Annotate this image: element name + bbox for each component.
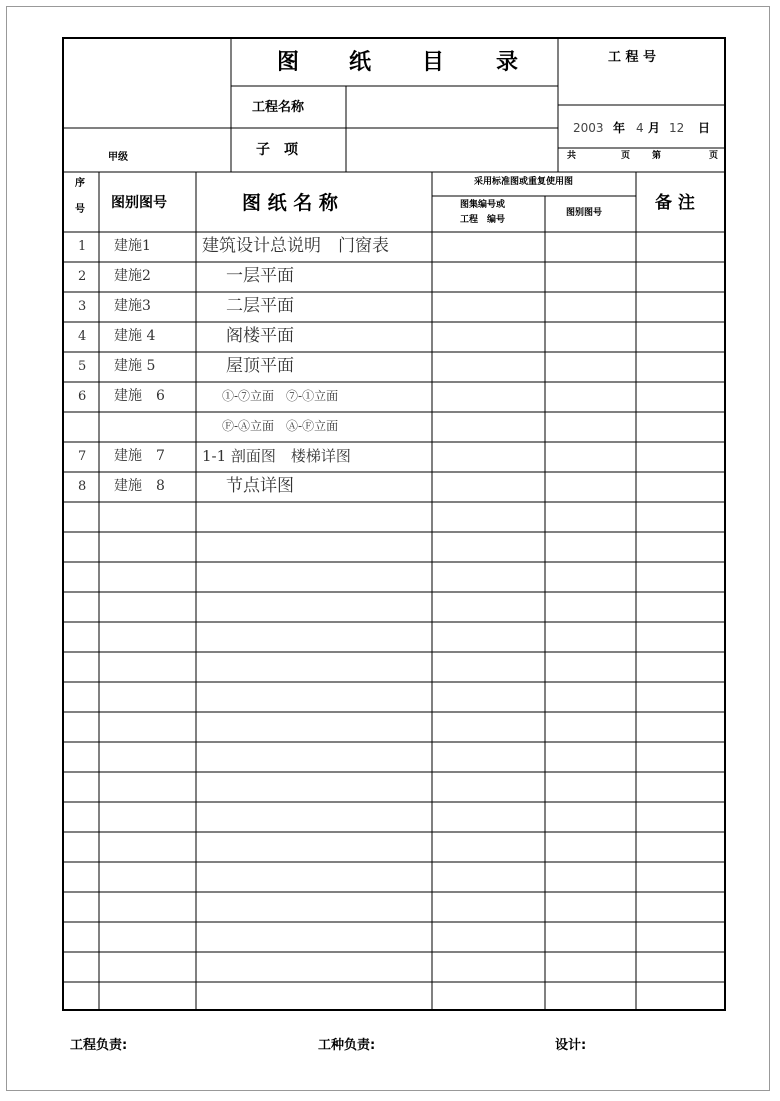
row-drawing-name: 阁楼平面 xyxy=(226,325,294,346)
row-seq: 4 xyxy=(78,328,87,344)
row-drawing-name: 屋顶平面 xyxy=(226,355,294,376)
row-drawing-name: 二层平面 xyxy=(226,295,294,316)
row-seq: 5 xyxy=(78,358,87,374)
sub-item-label: 子 项 xyxy=(256,142,298,158)
row-drawing-code: 建施 7 xyxy=(114,448,165,464)
grade-label: 甲级 xyxy=(108,152,128,163)
pages-unit-1: 页 xyxy=(621,151,631,161)
project-number-label: 工 程 号 xyxy=(608,50,657,65)
row-drawing-name: 节点详图 xyxy=(226,475,294,496)
table-grid xyxy=(64,39,724,1009)
col-std-drawing-no: 图别图号 xyxy=(566,208,603,218)
date-year-unit: 年 xyxy=(613,121,626,135)
title-char-2: 纸 xyxy=(349,50,372,75)
row-drawing-code: 建施 8 xyxy=(114,478,165,494)
date-month-unit: 月 xyxy=(648,121,661,135)
pages-current-label: 第 xyxy=(652,151,662,161)
col-drawing-name: 图 纸 名 称 xyxy=(242,192,338,214)
row-seq: 6 xyxy=(78,388,87,404)
footer-project-lead: 工程负责: xyxy=(70,1038,128,1053)
date-year: 2003 xyxy=(573,121,604,135)
col-atlas-no-2: 工程 编号 xyxy=(460,215,506,225)
row-drawing-code: 建施3 xyxy=(114,298,151,314)
row-drawing-name: 建筑设计总说明 门窗表 xyxy=(202,235,389,256)
row-drawing-name: 一层平面 xyxy=(226,265,294,286)
col-standard-group: 采用标准图或重复使用图 xyxy=(474,177,574,187)
pages-total-label: 共 xyxy=(567,151,577,161)
row-drawing-name: 1-1 剖面图 楼梯详图 xyxy=(202,446,351,465)
row-seq: 8 xyxy=(78,478,87,494)
row-drawing-code: 建施 4 xyxy=(114,328,156,344)
date-day-unit: 日 xyxy=(698,121,711,135)
row-drawing-code: 建施 6 xyxy=(114,388,165,404)
col-drawing-no: 图别图号 xyxy=(111,195,167,211)
title-char-1: 图 xyxy=(277,50,300,75)
row-drawing-name: Ⓕ-Ⓐ立面 Ⓐ-Ⓕ立面 xyxy=(222,419,339,433)
date-day: 12 xyxy=(669,121,685,135)
row-drawing-code: 建施2 xyxy=(114,268,151,284)
row-seq: 3 xyxy=(78,298,87,314)
col-remarks: 备 注 xyxy=(655,193,695,213)
footer-discipline-lead: 工种负责: xyxy=(318,1038,376,1053)
row-seq: 1 xyxy=(78,238,87,254)
col-atlas-no-1: 图集编号或 xyxy=(460,200,506,210)
project-name-label: 工程名称 xyxy=(252,100,305,115)
drawing-index-sheet xyxy=(62,37,726,1011)
row-seq: 7 xyxy=(78,448,87,464)
row-drawing-name: ①-⑦立面 ⑦-①立面 xyxy=(222,389,339,403)
col-seq-bottom: 号 xyxy=(75,204,85,215)
footer-designer: 设计: xyxy=(555,1038,587,1053)
date-month: 4 xyxy=(636,121,644,135)
row-drawing-code: 建施1 xyxy=(114,238,151,254)
row-seq: 2 xyxy=(78,268,87,284)
title-char-3: 目 xyxy=(422,50,445,75)
row-drawing-code: 建施 5 xyxy=(114,358,156,374)
pages-unit-2: 页 xyxy=(709,151,719,161)
title-char-4: 录 xyxy=(496,50,519,75)
col-seq-top: 序 xyxy=(75,178,85,189)
